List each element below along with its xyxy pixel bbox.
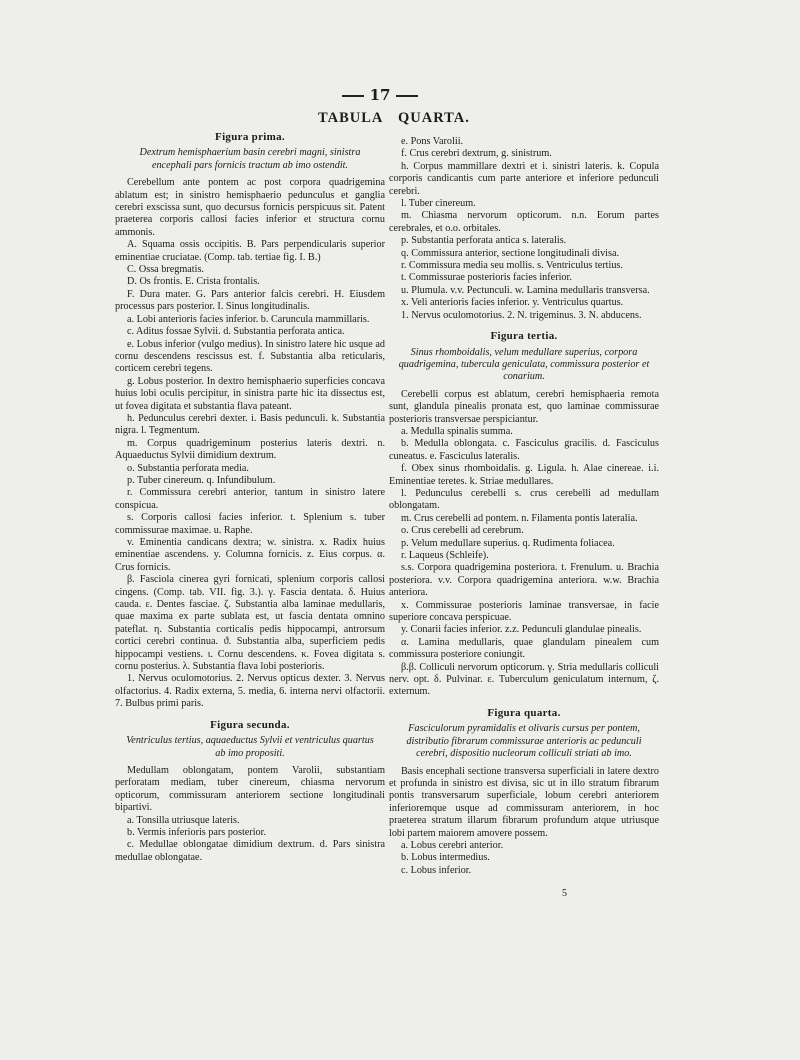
figure-4-item: a. Lobus cerebri anterior. (401, 839, 504, 851)
figure-4-item: c. Lobus inferior. (401, 864, 472, 876)
header-rule-left (342, 95, 364, 97)
figure-2-item: q. Commissura anterior, sectione longitudinali divisa. (401, 247, 620, 259)
figure-1-item: g. Lobus posterior. In dextro hemisphaerio superficies concava huius lobi oculis percipitur, in sinistra parte hic ita dissectus est, ut fovea digitata et substantia flava pateant. (115, 375, 385, 412)
figure-1-caption: Dextrum hemisphaerium basin cerebri magni, sinistra encephali pars fornicis tractum ab imo ostendit. (139, 147, 361, 171)
plate-title-left: TABULA (318, 110, 384, 126)
page-number-header (330, 86, 430, 104)
figure-1-item: m. Corpus quadrigeminum posterius lateris dextri. n. Aquaeductus Sylvii dimidium dextrum. (115, 437, 385, 462)
figure-1-item: p. Tuber cinereum. q. Infundibulum. (127, 474, 276, 486)
figure-3-item: r. Laqueus (Schleife). (401, 550, 489, 561)
figure-4-item: b. Lobus intermedius. (401, 852, 490, 864)
figure-2-item: b. Vermis inferioris pars posterior. (127, 826, 267, 838)
plate-title-right: QUARTA. (398, 110, 470, 126)
figure-1-item: D. Os frontis. E. Crista frontalis. (127, 276, 260, 288)
figure-2-item: e. Pons Varolii. (401, 136, 464, 147)
left-column (115, 129, 385, 864)
figure-3-item: f. Obex sinus rhomboidalis. g. Ligula. h. Alae cinereae. i.i. Eminentiae teretes. k. Striae medullares. (389, 463, 659, 487)
figure-2-item: t. Commissurae posterioris facies inferior. (401, 272, 572, 284)
figure-1-item: e. Lobus inferior (vulgo medius). In sinistro latere hic usque ad cornu descendens rescissus est. f. Substantia alba reticularis, corticem cerebri tegens. (115, 338, 385, 375)
figure-2-item: 1. Nervus oculomotorius. 2. N. trigeminus. 3. N. abducens. (401, 309, 642, 321)
figure-3-item: b. Medulla oblongata. c. Fasciculus gracilis. d. Fasciculus cuneatus. e. Fasciculus lateralis. (389, 438, 659, 462)
figure-4-caption: Fasciculorum pyramidalis et olivaris cursus per pontem, distributio fibrarum commissurae anterioris ac pedunculi cerebri, dispositio nucleorum colliculi striati ab imo. (406, 723, 642, 760)
figure-3-item: p. Velum medullare superius. q. Rudimenta foliacea. (401, 537, 615, 549)
figure-3-item: x. Commissurae posterioris laminae transversae, in facie superiore concava perspicuae. (389, 599, 659, 624)
figure-2-item: m. Chiasma nervorum opticorum. n.n. Eorum partes cerebrales, et o.o. orbitales. (389, 210, 659, 234)
figure-3-item: s.s. Corpora quadrigemina posteriora. t. Frenulum. u. Brachia posteriora. v.v. Corpora quadrigemina anteriora. w.w. Brachia anteriora. (389, 562, 659, 599)
figure-1-item: β. Fasciola cinerea gyri fornicati, splenium corporis callosi cingens. (Comp. tab. VII. fig. 3.). γ. Fascia dentata. δ. Huius cauda. ε. Dentes fasciae. ζ. Substantia alba laminae medullaris, quae maxima ex parte sublata est, ut fascia dentata omnino pateflat. η. Substantia corticalis pedis hippocampi, antrorsum cortici cerebri continua. ϑ. Substantia alba, superficiem pedis hippocampi vestiens. ι. Cornu descendens. κ. Fovea digitata s. cornu posterius. λ. Substantia flava lobi posterioris. (115, 574, 385, 673)
figure-1-heading: Figura prima. (215, 131, 285, 143)
figure-2-item: l. Tuber cinereum. (401, 198, 476, 210)
figure-1-item: v. Eminentia candicans dextra; w. sinistra. x. Radix huius eminentiae ascendens. y. Columna fornicis. z. Eius corpus. α. Crus fornicis. (115, 537, 385, 573)
figure-3-item: α. Lamina medullaris, quae glandulam pinealem cum commissura posteriore coniungit. (389, 636, 659, 661)
figure-1-item: h. Pedunculus cerebri dexter. i. Basis pedunculi. k. Substantia nigra. l. Tegmentum. (115, 412, 385, 437)
figure-1-item: a. Lobi anterioris facies inferior. b. Caruncula mammillaris. (127, 313, 370, 325)
figure-2-item: h. Corpus mammillare dextri et i. sinistri lateris. k. Copula corporis candicantis cum parte anteriore et inferiore pedunculi cerebri. (389, 160, 659, 197)
right-column (389, 136, 659, 877)
figure-1-item: r. Commissura cerebri anterior, tantum in sinistro latere conspicua. (115, 487, 385, 511)
figure-2-item: r. Commissura media seu mollis. s. Ventriculus tertius. (401, 260, 623, 272)
figure-1-item: A. Squama ossis occipitis. B. Pars perpendicularis superior eminentiae cruciatae. (Comp. tab. tertiae fig. I. B.) (115, 239, 385, 263)
figure-3-item: l. Pedunculus cerebelli s. crus cerebelli ad medullam oblongatam. (389, 487, 659, 512)
figure-3-item: o. Crus cerebelli ad cerebrum. (401, 525, 524, 537)
figure-1-item: F. Dura mater. G. Pars anterior falcis cerebri. H. Eiusdem processus pars posterior. I. Sinus longitudinalis. (115, 288, 385, 313)
figure-2-intro: Medullam oblongatam, pontem Varolii, substantiam perforatam mediam, tuber cinereum, chiasma nervorum opticorum, commissuram anteriorem sectione longitudinali bipartivi. (115, 764, 385, 814)
page-number: 17 (369, 86, 391, 104)
figure-2-item: p. Substantia perforata antica s. lateralis. (401, 235, 567, 247)
figure-4-heading: Figura quarta. (487, 706, 561, 719)
figure-3-item: β.β. Colliculi nervorum opticorum. γ. Stria medullaris colliculi nerv. opt. δ. Pulvinar. ε. Tuberculum geniculatum internum, ζ. externum. (389, 661, 659, 698)
figure-1-item: c. Aditus fossae Sylvii. d. Substantia perforata antica. (127, 326, 345, 338)
figure-3-intro: Cerebelli corpus est ablatum, cerebri hemisphaeria remota sunt, glandula pinealis pronata est, quo laminae commissurae posterioris transversae perspiciantur. (389, 388, 659, 425)
figure-1-item: o. Substantia perforata media. (127, 462, 249, 474)
figure-2-item: x. Veli anterioris facies inferior. y. Ventriculus quartus. (401, 297, 624, 309)
figure-2-item: a. Tonsilla utriusque lateris. (127, 814, 240, 826)
figure-3-caption: Sinus rhomboidalis, velum medullare superius, corpora quadrigemina, tubercula geniculata, commissura posterior et conarium. (398, 346, 650, 383)
figure-2-item: f. Crus cerebri dextrum, g. sinistrum. (401, 148, 552, 160)
figure-3-item: m. Crus cerebelli ad pontem. n. Filamenta pontis lateralia. (401, 512, 638, 524)
figure-4-intro: Basis encephali sectione transversa superficiali in latere dextro et profunda in sinistro est divisa, sic ut in illo stratum fibrarum pontis transversarum superficiale, lobum cerebri anteriorem inferioremque usque ad commissuram anteriorem, in hoc praeterea stratum illarum fibrarum profundum atque utriusque lobi partem maiorem amovere possem. (389, 765, 659, 839)
figure-2-item: c. Medullae oblongatae dimidium dextrum. d. Pars sinistra medullae oblongatae. (115, 839, 385, 863)
figure-1-intro: Cerebellum ante pontem ac post corpora quadrigemina ablatum est; in sinistro hemisphaerio pedunculus et ganglia cerebri exscissa sunt, quo decursus fornicis perspicuus sit. Patent praeterea corporis callosi facies inferior et structura cornu ammonis. (115, 177, 385, 238)
header-rule-right (396, 95, 418, 97)
figure-2-item: u. Plumula. v.v. Pectunculi. w. Lamina medullaris transversa. (401, 284, 650, 296)
figure-3-item: a. Medulla spinalis summa. (401, 425, 513, 437)
figure-2-heading: Figura secunda. (210, 718, 290, 731)
figure-1-item: s. Corporis callosi facies inferior. t. Splenium s. tuber commissurae maximae. u. Raphe. (115, 512, 385, 536)
figure-3-item: y. Conarii facies inferior. z.z. Pedunculi glandulae pinealis. (401, 624, 642, 636)
figure-2-caption: Ventriculus tertius, aquaeductus Sylvii et ventriculus quartus ab imo propositi. (126, 735, 374, 759)
signature-mark: 5 (562, 888, 567, 899)
figure-1-item: C. Ossa bregmatis. (127, 264, 204, 276)
figure-1-item: 1. Nervus oculomotorius. 2. Nervus opticus dexter. 3. Nervus olfactorius. 4. Radix externa, 5. media, 6. interna nervi olfactorii. 7. Bulbus primi paris. (115, 673, 385, 710)
figure-3-heading: Figura tertia. (490, 330, 558, 343)
